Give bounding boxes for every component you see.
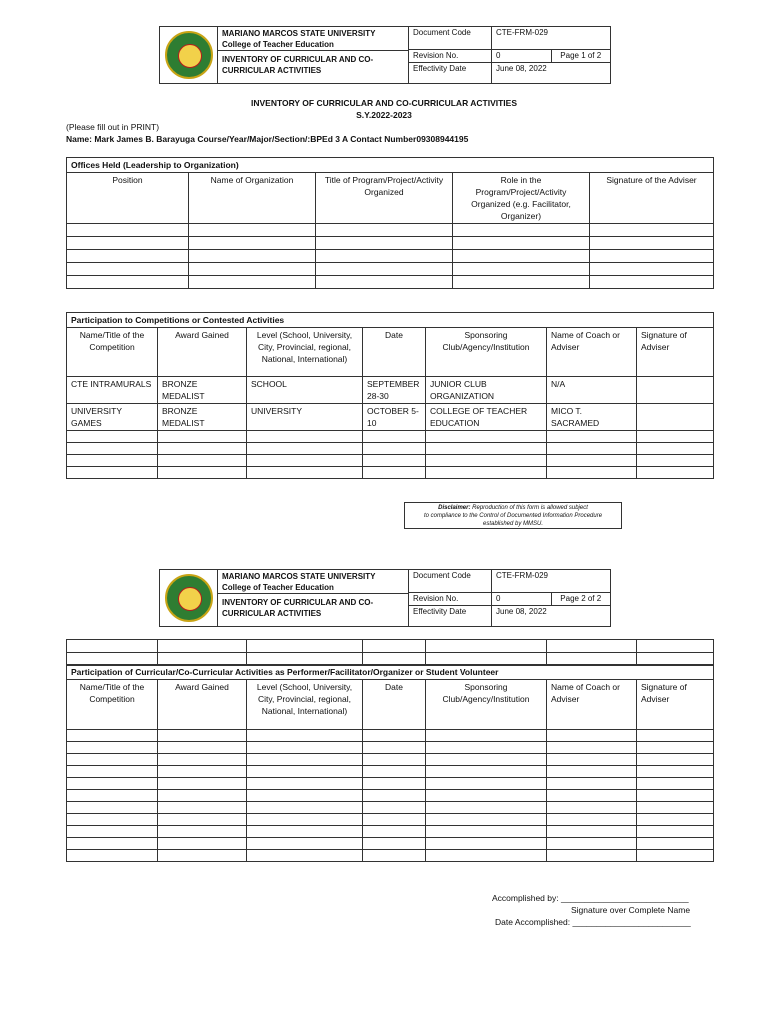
- disclaimer-text: Reproduction of this form is allowed subject: [470, 505, 588, 511]
- table-cell[interactable]: [637, 850, 714, 862]
- column-header: Signature of Adviser: [637, 328, 714, 377]
- instruction-text: (Please fill out in PRINT): [66, 122, 160, 132]
- table-cell[interactable]: [67, 443, 158, 455]
- table-cell[interactable]: [67, 814, 158, 826]
- disclaimer-text: established by MMSU.: [482, 521, 544, 527]
- table-cell[interactable]: [547, 838, 637, 850]
- table-cell[interactable]: [158, 431, 247, 443]
- table-cell[interactable]: [637, 377, 714, 404]
- column-header: Role in the Program/Project/Activity Organized (e.g. Facilitator, Organizer): [453, 173, 590, 224]
- table-cell[interactable]: SCHOOL: [247, 377, 363, 404]
- table-cell[interactable]: [590, 237, 714, 250]
- table-cell[interactable]: [67, 838, 158, 850]
- table-cell[interactable]: [247, 850, 363, 862]
- table-cell[interactable]: [547, 790, 637, 802]
- university-name: MARIANO MARCOS STATE UNIVERSITY: [222, 29, 376, 38]
- table-cell[interactable]: [158, 467, 247, 479]
- table-cell[interactable]: [547, 850, 637, 862]
- table-cell[interactable]: [547, 455, 637, 467]
- table-cell[interactable]: [67, 455, 158, 467]
- table-cell[interactable]: [453, 276, 590, 289]
- disclaimer-box: [404, 502, 622, 529]
- table-cell[interactable]: [426, 730, 547, 742]
- effectivity-label: Effectivity Date: [409, 63, 492, 83]
- table-cell[interactable]: [426, 455, 547, 467]
- table-cell[interactable]: [547, 443, 637, 455]
- table-cell[interactable]: [247, 431, 363, 443]
- table-cell[interactable]: [158, 814, 247, 826]
- table-cell[interactable]: [637, 802, 714, 814]
- table-cell[interactable]: [637, 790, 714, 802]
- table-cell[interactable]: [363, 778, 426, 790]
- signature-caption: Signature over Complete Name: [571, 905, 691, 915]
- revision-value: 0: [496, 594, 501, 603]
- table-cell[interactable]: [316, 263, 453, 276]
- table-cell[interactable]: [637, 467, 714, 479]
- revision-value: 0: [496, 51, 501, 60]
- table-cell[interactable]: [426, 766, 547, 778]
- table-cell[interactable]: [547, 742, 637, 754]
- document-title: INVENTORY OF CURRICULAR AND CO-CURRICULAR ACTIVITIES: [250, 98, 518, 108]
- offices-held-table: [66, 157, 714, 289]
- disclaimer-text: to compliance to the Control of Documented Information Procedure: [423, 513, 603, 519]
- table-cell[interactable]: [637, 838, 714, 850]
- table-row: [67, 790, 714, 802]
- table-cell[interactable]: [316, 224, 453, 237]
- effectivity-label: Effectivity Date: [409, 606, 492, 626]
- table-cell[interactable]: OCTOBER 5-10: [363, 404, 426, 431]
- table-cell[interactable]: [158, 826, 247, 838]
- table-row: [67, 250, 714, 263]
- table-cell[interactable]: [426, 443, 547, 455]
- doc-code-label: Document Code: [409, 27, 492, 49]
- table-row: [67, 742, 714, 754]
- table-cell[interactable]: [426, 790, 547, 802]
- table-row: [67, 778, 714, 790]
- table-cell[interactable]: COLLEGE OF TEACHER EDUCATION: [426, 404, 547, 431]
- table-cell[interactable]: [363, 742, 426, 754]
- table-cell[interactable]: [247, 802, 363, 814]
- table-cell[interactable]: [316, 276, 453, 289]
- table-cell[interactable]: [247, 790, 363, 802]
- table-cell[interactable]: [247, 730, 363, 742]
- table-row: [67, 802, 714, 814]
- table-cell[interactable]: [247, 826, 363, 838]
- logo-cell: [160, 27, 218, 83]
- table-row: [67, 838, 714, 850]
- table-cell[interactable]: [247, 467, 363, 479]
- table-cell[interactable]: [158, 640, 247, 653]
- column-header: Name/Title of the Competition: [67, 328, 158, 377]
- table-cell[interactable]: [67, 224, 189, 237]
- table-cell[interactable]: [189, 276, 316, 289]
- table-cell[interactable]: [426, 742, 547, 754]
- table-cell[interactable]: [547, 754, 637, 766]
- section-title: Participation of Curricular/Co-Curricular Activities as Performer/Facilitator/Organizer or Student Volunteer: [67, 665, 714, 680]
- table-cell[interactable]: [426, 802, 547, 814]
- table-cell[interactable]: CTE INTRAMURALS: [67, 377, 158, 404]
- table-cell[interactable]: [590, 224, 714, 237]
- table-cell[interactable]: [637, 443, 714, 455]
- column-header: Position: [67, 173, 189, 224]
- table-cell[interactable]: BRONZE MEDALIST: [158, 404, 247, 431]
- form-header-page-1: [159, 26, 611, 84]
- table-row: [67, 766, 714, 778]
- table-cell[interactable]: [189, 263, 316, 276]
- table-cell[interactable]: [363, 790, 426, 802]
- table-cell[interactable]: [547, 802, 637, 814]
- table-cell[interactable]: [67, 640, 158, 653]
- table-cell[interactable]: [453, 250, 590, 263]
- table-cell[interactable]: [67, 467, 158, 479]
- column-header: Name/Title of the Competition: [67, 680, 158, 730]
- table-cell[interactable]: [67, 250, 189, 263]
- table-row: [67, 404, 714, 431]
- column-header: Date: [363, 680, 426, 730]
- table-cell[interactable]: [426, 778, 547, 790]
- table-cell[interactable]: [363, 443, 426, 455]
- table-cell[interactable]: [426, 754, 547, 766]
- table-row: [67, 640, 714, 653]
- column-header: Level (School, University, City, Provincial, regional, National, International): [247, 680, 363, 730]
- table-row: [67, 826, 714, 838]
- table-cell[interactable]: [67, 276, 189, 289]
- form-title: INVENTORY OF CURRICULAR AND CO-CURRICULAR ACTIVITIES: [222, 598, 374, 618]
- table-cell[interactable]: [158, 802, 247, 814]
- date-accomplished-field[interactable]: Date Accomplished: _________________________: [495, 917, 691, 927]
- table-cell[interactable]: [426, 850, 547, 862]
- table-cell[interactable]: [590, 276, 714, 289]
- table-cell[interactable]: [547, 826, 637, 838]
- table-cell[interactable]: [426, 431, 547, 443]
- revision-label: Revision No.: [409, 593, 492, 605]
- college-name: College of Teacher Education: [222, 40, 334, 49]
- table-cell[interactable]: [637, 754, 714, 766]
- table-cell[interactable]: [247, 640, 363, 653]
- table-cell[interactable]: [637, 766, 714, 778]
- column-header: Signature of Adviser: [637, 680, 714, 730]
- table-cell[interactable]: [158, 850, 247, 862]
- table-cell[interactable]: [363, 826, 426, 838]
- doc-code-value: CTE-FRM-029: [496, 571, 549, 580]
- table-cell[interactable]: [67, 237, 189, 250]
- table-cell[interactable]: [67, 790, 158, 802]
- column-header: Date: [363, 328, 426, 377]
- table-cell[interactable]: [547, 640, 637, 653]
- table-row: [67, 276, 714, 289]
- table-cell[interactable]: [247, 778, 363, 790]
- column-header: Name of Coach or Adviser: [547, 680, 637, 730]
- table-cell[interactable]: [363, 431, 426, 443]
- table-cell[interactable]: [637, 640, 714, 653]
- table-cell[interactable]: [316, 237, 453, 250]
- university-seal-logo: [165, 574, 213, 622]
- table-row: [67, 443, 714, 455]
- table-cell[interactable]: [189, 237, 316, 250]
- table-row: [67, 431, 714, 443]
- table-cell[interactable]: [189, 224, 316, 237]
- column-header: Sponsoring Club/Agency/Institution: [426, 328, 547, 377]
- effectivity-value: June 08, 2022: [496, 64, 547, 73]
- table-cell[interactable]: [547, 467, 637, 479]
- student-info-line: Name: Mark James B. Barayuga Course/Year/Major/Section/:BPEd 3 A Contact Number09308944195: [66, 134, 469, 144]
- table-cell[interactable]: [247, 838, 363, 850]
- table-cell[interactable]: [547, 730, 637, 742]
- section-title: Participation to Competitions or Contested Activities: [67, 313, 714, 328]
- table-cell[interactable]: [158, 443, 247, 455]
- table-cell[interactable]: N/A: [547, 377, 637, 404]
- college-name: College of Teacher Education: [222, 583, 334, 592]
- section-title: Offices Held (Leadership to Organization): [67, 158, 714, 173]
- school-year: S.Y.2022-2023: [356, 110, 412, 120]
- table-cell[interactable]: [637, 778, 714, 790]
- table-row: [67, 224, 714, 237]
- table-cell[interactable]: [637, 742, 714, 754]
- table-cell[interactable]: [426, 826, 547, 838]
- table-cell[interactable]: [316, 250, 453, 263]
- form-title: INVENTORY OF CURRICULAR AND CO-CURRICULAR ACTIVITIES: [222, 55, 374, 75]
- table-cell[interactable]: [363, 754, 426, 766]
- table-cell[interactable]: [158, 754, 247, 766]
- column-header: Sponsoring Club/Agency/Institution: [426, 680, 547, 730]
- table-cell[interactable]: [453, 263, 590, 276]
- column-header: Award Gained: [158, 328, 247, 377]
- table-cell[interactable]: [637, 730, 714, 742]
- table-cell[interactable]: [158, 455, 247, 467]
- table-cell[interactable]: [363, 467, 426, 479]
- table-cell[interactable]: [158, 778, 247, 790]
- table-cell[interactable]: [67, 730, 158, 742]
- table-cell[interactable]: JUNIOR CLUB ORGANIZATION: [426, 377, 547, 404]
- page-number: Page 2 of 2: [551, 593, 611, 605]
- table-row: [67, 467, 714, 479]
- table-cell[interactable]: [426, 640, 547, 653]
- table-cell[interactable]: [247, 814, 363, 826]
- university-name: MARIANO MARCOS STATE UNIVERSITY: [222, 572, 376, 581]
- table-cell[interactable]: [637, 455, 714, 467]
- table-cell[interactable]: [189, 250, 316, 263]
- table-cell[interactable]: UNIVERSITY GAMES: [67, 404, 158, 431]
- effectivity-value: June 08, 2022: [496, 607, 547, 616]
- table-cell[interactable]: [363, 814, 426, 826]
- table-cell[interactable]: [547, 814, 637, 826]
- table-cell[interactable]: [547, 778, 637, 790]
- column-header: Title of Program/Project/Activity Organized: [316, 173, 453, 224]
- table-row: [67, 814, 714, 826]
- table-cell[interactable]: [247, 455, 363, 467]
- table-cell[interactable]: [247, 742, 363, 754]
- table-row: [67, 377, 714, 404]
- column-header: Level (School, University, City, Provincial, regional, National, International): [247, 328, 363, 377]
- table-cell[interactable]: [637, 814, 714, 826]
- table-cell[interactable]: [158, 838, 247, 850]
- form-header-page-2: [159, 569, 611, 627]
- revision-label: Revision No.: [409, 50, 492, 62]
- column-header: Name of Organization: [189, 173, 316, 224]
- table-cell[interactable]: [158, 790, 247, 802]
- table-row: [67, 730, 714, 742]
- table-cell[interactable]: [637, 404, 714, 431]
- table-cell[interactable]: [67, 431, 158, 443]
- table-cell[interactable]: [363, 766, 426, 778]
- table-cell[interactable]: [453, 237, 590, 250]
- table-cell[interactable]: [363, 802, 426, 814]
- table-cell[interactable]: [590, 263, 714, 276]
- university-seal-logo: [165, 31, 213, 79]
- table-row: [67, 850, 714, 862]
- table-cell[interactable]: [363, 455, 426, 467]
- table-cell[interactable]: [67, 826, 158, 838]
- table-cell[interactable]: [363, 838, 426, 850]
- table-cell[interactable]: [67, 742, 158, 754]
- table-cell[interactable]: [363, 850, 426, 862]
- table-cell[interactable]: BRONZE MEDALIST: [158, 377, 247, 404]
- accomplished-by-field[interactable]: Accomplished by: ___________________________: [492, 893, 689, 903]
- disclaimer-label: Disclaimer:: [438, 505, 471, 511]
- continuation-table: [66, 639, 714, 666]
- table-cell[interactable]: MICO T. SACRAMED: [547, 404, 637, 431]
- table-cell[interactable]: SEPTEMBER 28-30: [363, 377, 426, 404]
- table-cell[interactable]: [67, 850, 158, 862]
- page-number: Page 1 of 2: [551, 50, 611, 62]
- table-row: [67, 754, 714, 766]
- table-cell[interactable]: [363, 730, 426, 742]
- column-header: Award Gained: [158, 680, 247, 730]
- table-cell[interactable]: [590, 250, 714, 263]
- table-cell[interactable]: [426, 814, 547, 826]
- table-cell[interactable]: [67, 802, 158, 814]
- table-cell[interactable]: [247, 443, 363, 455]
- table-row: [67, 237, 714, 250]
- doc-code-label: Document Code: [409, 570, 492, 592]
- table-cell[interactable]: [363, 640, 426, 653]
- column-header: Signature of the Adviser: [590, 173, 714, 224]
- doc-code-value: CTE-FRM-029: [496, 28, 549, 37]
- table-cell[interactable]: [426, 467, 547, 479]
- table-cell[interactable]: [453, 224, 590, 237]
- table-row: [67, 455, 714, 467]
- column-header: Name of Coach or Adviser: [547, 328, 637, 377]
- table-cell[interactable]: [547, 431, 637, 443]
- table-cell[interactable]: [158, 730, 247, 742]
- table-cell[interactable]: [67, 754, 158, 766]
- table-cell[interactable]: [67, 778, 158, 790]
- competitions-table: [66, 312, 714, 479]
- table-cell[interactable]: [158, 766, 247, 778]
- table-cell[interactable]: [247, 766, 363, 778]
- table-cell[interactable]: [67, 263, 189, 276]
- table-cell[interactable]: [158, 742, 247, 754]
- table-cell[interactable]: [247, 754, 363, 766]
- table-cell[interactable]: [67, 766, 158, 778]
- performer-table: [66, 664, 714, 862]
- logo-cell: [160, 570, 218, 626]
- table-cell[interactable]: [637, 826, 714, 838]
- table-cell[interactable]: UNIVERSITY: [247, 404, 363, 431]
- table-cell[interactable]: [426, 838, 547, 850]
- table-cell[interactable]: [547, 766, 637, 778]
- table-row: [67, 263, 714, 276]
- table-cell[interactable]: [637, 431, 714, 443]
